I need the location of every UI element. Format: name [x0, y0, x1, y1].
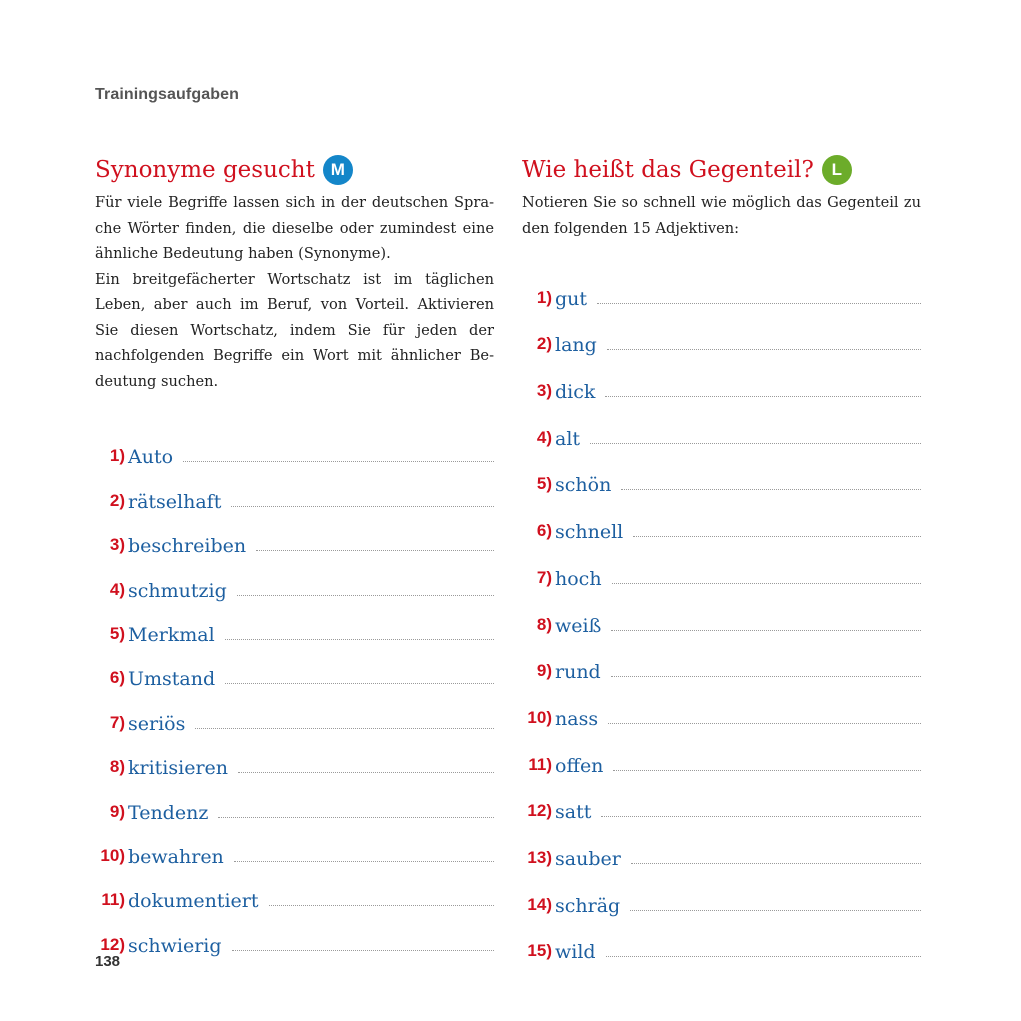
item-number: 6)	[109, 668, 125, 688]
answer-line[interactable]	[597, 302, 921, 304]
exercise-item	[522, 452, 921, 499]
answer-line[interactable]	[605, 395, 921, 397]
item-word: wild	[555, 941, 596, 964]
exercise-item	[522, 545, 921, 592]
item-word: sauber	[555, 847, 621, 870]
answer-line[interactable]	[590, 442, 921, 444]
answer-line[interactable]	[231, 505, 494, 507]
section-title-text: Wie heißt das Gegenteil?	[522, 157, 814, 183]
answer-line[interactable]	[238, 771, 494, 773]
answer-line[interactable]	[225, 638, 494, 640]
answer-line[interactable]	[612, 582, 921, 584]
exercise-item	[95, 737, 494, 781]
item-word: bewahren	[128, 845, 224, 868]
difficulty-badge: L	[822, 155, 852, 185]
item-number: 14)	[527, 894, 552, 914]
answer-line[interactable]	[630, 909, 921, 911]
exercise-item	[522, 405, 921, 452]
answer-line[interactable]	[256, 549, 494, 551]
answer-line[interactable]	[613, 769, 921, 771]
item-number: 1)	[109, 446, 125, 466]
item-word: rund	[555, 661, 601, 684]
answer-line[interactable]	[611, 629, 921, 631]
item-number: 2)	[109, 490, 125, 510]
item-number: 9)	[536, 661, 552, 681]
item-number: 6)	[536, 521, 552, 541]
answer-line[interactable]	[183, 460, 494, 462]
item-word: dick	[555, 381, 596, 404]
item-number: 5)	[536, 474, 552, 494]
item-number: 12)	[100, 934, 125, 954]
answer-line[interactable]	[234, 860, 494, 862]
item-word: gut	[555, 287, 588, 310]
item-word: kritisieren	[128, 757, 229, 780]
page-number: 138	[95, 953, 121, 970]
exercise-item	[522, 732, 921, 779]
item-word: Merkmal	[128, 623, 215, 646]
item-number: 4)	[536, 427, 552, 447]
item-word: Umstand	[128, 668, 216, 691]
exercise-item	[522, 592, 921, 639]
exercise-item	[522, 498, 921, 545]
answer-line[interactable]	[611, 675, 921, 677]
item-number: 5)	[109, 623, 125, 643]
item-word: schräg	[555, 894, 621, 917]
exercise-item	[95, 470, 494, 514]
item-word: satt	[555, 801, 592, 824]
item-word: seriös	[128, 712, 186, 735]
exercise-item	[522, 825, 921, 872]
item-number: 10)	[527, 707, 552, 727]
item-word: nass	[555, 707, 599, 730]
exercise-list	[522, 265, 921, 965]
item-number: 9)	[109, 801, 125, 821]
item-word: hoch	[555, 567, 602, 590]
item-word: alt	[555, 427, 581, 450]
exercise-item	[522, 919, 921, 966]
item-word: schön	[555, 474, 612, 497]
item-number: 3)	[109, 535, 125, 555]
item-number: 4)	[109, 579, 125, 599]
exercise-item	[522, 639, 921, 686]
item-number: 8)	[109, 757, 125, 777]
answer-line[interactable]	[601, 815, 921, 817]
item-number: 11)	[528, 754, 552, 774]
exercise-item	[95, 692, 494, 736]
item-word: schwierig	[128, 934, 222, 957]
answer-line[interactable]	[633, 535, 921, 537]
item-word: Auto	[128, 446, 174, 469]
item-number: 3)	[536, 381, 552, 401]
exercise-item	[95, 870, 494, 914]
item-word: schnell	[555, 521, 624, 544]
exercise-item	[522, 779, 921, 826]
difficulty-badge: M	[323, 155, 353, 185]
section-title-text: Synonyme gesucht	[95, 157, 315, 183]
exercise-item	[95, 426, 494, 470]
exercise-item	[522, 265, 921, 312]
item-number: 1)	[536, 287, 552, 307]
exercise-item	[95, 826, 494, 870]
answer-line[interactable]	[608, 722, 921, 724]
item-number: 11)	[101, 890, 125, 910]
item-number: 7)	[109, 712, 125, 732]
exercise-item	[95, 781, 494, 825]
answer-line[interactable]	[218, 816, 494, 818]
item-number: 10)	[100, 845, 125, 865]
exercise-item	[522, 685, 921, 732]
answer-line[interactable]	[621, 488, 921, 490]
item-word: Tendenz	[128, 801, 209, 824]
item-word: offen	[555, 754, 604, 777]
exercise-item	[95, 559, 494, 603]
intro-paragraph: Für viele Begriffe lassen sich in der deutschen Sprache Wörter finden, die dieselbe oder zumindest eine ähnliche Bedeutung haben (Synonyme).	[95, 194, 494, 262]
item-word: dokumentiert	[128, 890, 259, 913]
exercise-list	[95, 426, 494, 959]
intro-paragraph: Ein breitgefächerter Wortschatz ist im täglichen Leben, aber auch im Beruf, von Vorteil. Aktivieren Sie diesen Wortschatz, indem Sie für jeden der nachfolgenden Begriffe ein Wort mit ähnlicher Bedeutung suchen.	[95, 270, 494, 390]
antonym-exercise	[522, 150, 921, 965]
item-word: rätselhaft	[128, 490, 222, 513]
answer-line[interactable]	[631, 862, 921, 864]
exercise-item	[95, 604, 494, 648]
item-number: 13)	[527, 847, 552, 867]
exercise-item	[522, 358, 921, 405]
item-number: 8)	[536, 614, 552, 634]
running-head: Trainingsaufgaben	[95, 86, 239, 103]
answer-line[interactable]	[232, 949, 494, 951]
item-word: weiß	[555, 614, 602, 637]
answer-line[interactable]	[237, 594, 494, 596]
answer-line[interactable]	[606, 955, 921, 957]
exercise-item	[95, 914, 494, 958]
item-number: 2)	[536, 334, 552, 354]
item-word: lang	[555, 334, 597, 357]
item-number: 12)	[527, 801, 552, 821]
intro-paragraph: Notieren Sie so schnell wie möglich das Gegenteil zu den folgenden 15 Adjektiven:	[522, 194, 921, 237]
synonym-exercise	[95, 150, 494, 959]
answer-line[interactable]	[607, 348, 921, 350]
item-number: 15)	[527, 941, 552, 961]
section-title	[522, 150, 921, 190]
answer-line[interactable]	[225, 682, 494, 684]
answer-line[interactable]	[269, 904, 494, 906]
section-title	[95, 150, 494, 190]
exercise-item	[522, 872, 921, 919]
answer-line[interactable]	[195, 727, 494, 729]
item-number: 7)	[536, 567, 552, 587]
item-word: beschreiben	[128, 535, 247, 558]
item-word: schmutzig	[128, 579, 227, 602]
exercise-item	[95, 515, 494, 559]
exercise-item	[95, 648, 494, 692]
exercise-item	[522, 312, 921, 359]
